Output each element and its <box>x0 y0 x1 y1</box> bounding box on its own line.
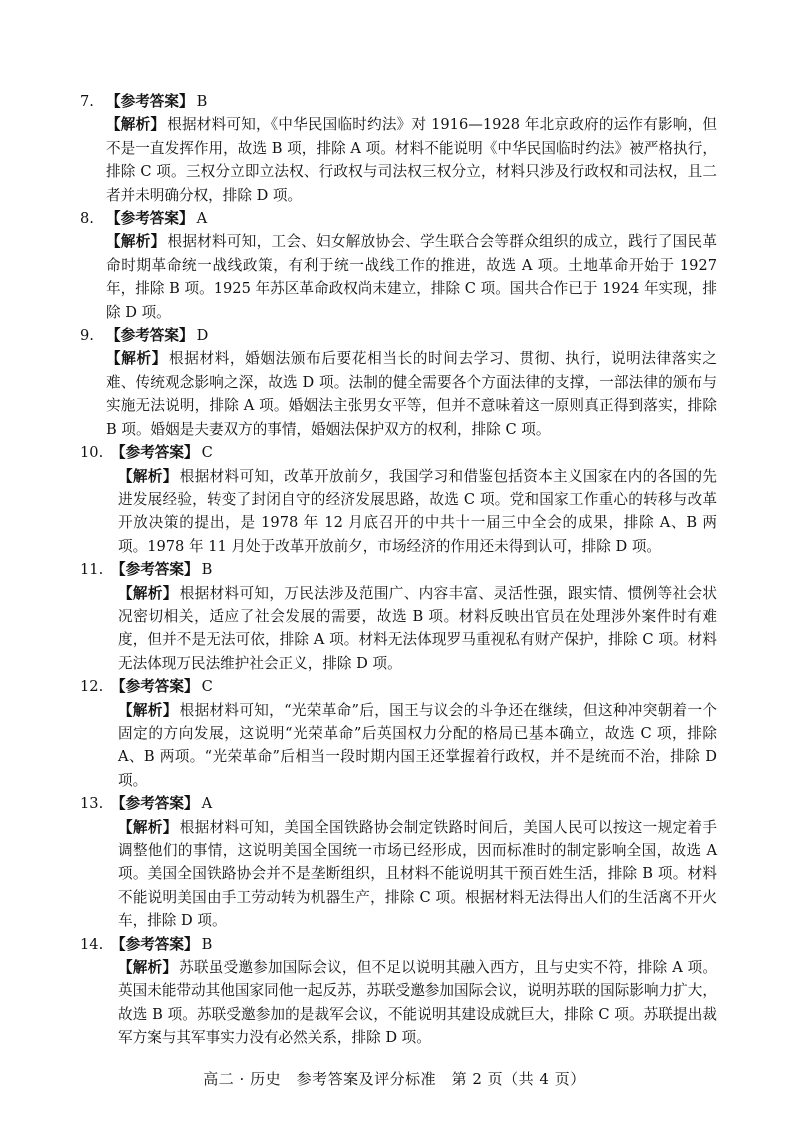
analysis-text: 根据材料可知，改革开放前夕，我国学习和借鉴包括资本主义国家在内的各国的先进发展经验，转变了封闭自守的经济发展思路，故选 C 项。党和国家工作重心的转移与改革开放决策的提出，是 1978 年 12 月底召开的中共十一届三中全会的成果，排除 A、B 两项。1978 年 11 月处于改革开放前夕，市场经济的作用还未得到认可，排除 D 项。 <box>118 467 717 555</box>
question-14 <box>80 933 717 1050</box>
analysis-text: 根据材料可知，“光荣革命”后，国王与议会的斗争还在继续，但这种冲突朝着一个固定的方向发展，这说明“光荣革命”后英国权力分配的格局已基本确立，故选 C 项，排除 A、B 两项。“光荣革命”后相当一段时期内国王还掌握着行政权，并不是统而不治，排除 D 项。 <box>118 701 717 789</box>
answer-label: 【参考答案】 <box>111 444 199 462</box>
analysis-paragraph <box>118 582 717 676</box>
answer-label: 【参考答案】 <box>111 935 199 953</box>
analysis-text: 根据材料可知，《中华民国临时约法》对 1916—1928 年北京政府的运作有影响，但不是一直发挥作用，故选 B 项，排除 A 项。材料不能说明《中华民国临时约法》被严格执行，排除 C 项。三权分立即立法权、行政权与司法权三权分立，材料只涉及行政权和司法权，且二者并未明确分权，排除 D 项。 <box>106 116 717 204</box>
analysis-paragraph <box>118 956 717 1050</box>
question-number: 14. <box>80 935 104 953</box>
question-11 <box>80 558 717 675</box>
answer-line <box>80 441 717 464</box>
analysis-label: 【解析】 <box>118 584 178 602</box>
answer-line <box>80 792 717 815</box>
answer-label: 【参考答案】 <box>111 678 199 696</box>
answer-label: 【参考答案】 <box>106 327 194 345</box>
question-10 <box>80 441 717 558</box>
answer-label: 【参考答案】 <box>106 93 194 110</box>
question-number: 9. <box>80 327 94 345</box>
analysis-paragraph <box>106 347 717 441</box>
analysis-paragraph <box>106 113 717 207</box>
analysis-label: 【解析】 <box>118 467 178 485</box>
analysis-text: 根据材料可知，美国全国铁路协会制定铁路时间后，美国人民可以按这一规定着手调整他们的事情，这说明美国全国统一市场已经形成，因而标准时的制定影响全国，故选 A 项。美国全国铁路协会并不是垄断组织，且材料不能说明其干预百姓生活，排除 B 项。材料不能说明美国由手工劳动转为机器生产，排除 C 项。根据材料无法得出人们的生活离不开火车，排除 D 项。 <box>118 818 717 930</box>
analysis-label: 【解析】 <box>118 701 178 719</box>
question-number: 13. <box>80 795 104 813</box>
answer-choice: A <box>201 795 213 813</box>
answer-choice: B <box>196 93 208 110</box>
analysis-label: 【解析】 <box>118 818 178 836</box>
answer-line <box>80 207 717 230</box>
analysis-text: 苏联虽受邀参加国际会议，但不足以说明其融入西方，且与史实不符，排除 A 项。英国未能带动其他国家同他一起反苏，苏联受邀参加国际会议，说明苏联的国际影响力扩大，故选 B 项。苏联受邀参加的是裁军会议，不能说明其建设成就巨大，排除 C 项。苏联提出裁军方案与其军事实力没有必然关系，排除 D 项。 <box>118 959 717 1047</box>
analysis-label: 【解析】 <box>118 959 178 977</box>
question-number: 11. <box>80 561 104 579</box>
analysis-label: 【解析】 <box>106 233 166 251</box>
analysis-text: 根据材料可知，万民法涉及范围广、内容丰富、灵活性强，跟实情、惯例等社会状况密切相关，适应了社会发展的需要，故选 B 项。材料反映出官员在处理涉外案件时有难度，但并不是无法可依，排除 A 项。材料无法体现罗马重视私有财产保护，排除 C 项。材料无法体现万民法维护社会正义，排除 D 项。 <box>118 584 717 672</box>
analysis-paragraph <box>118 816 717 933</box>
question-number: 8. <box>80 210 94 228</box>
answer-label: 【参考答案】 <box>111 795 199 813</box>
answer-label: 【参考答案】 <box>106 210 194 228</box>
answer-choice: C <box>201 444 213 462</box>
analysis-label: 【解析】 <box>106 116 166 134</box>
question-number: 7. <box>80 93 94 110</box>
question-8 <box>80 207 717 324</box>
analysis-text: 根据材料，婚姻法颁布后要花相当长的时间去学习、贯彻、执行，说明法律落实之难、传统观念影响之深，故选 D 项。法制的健全需要各个方面法律的支撑，一部法律的颁布与实施无法说明，排除 A 项。婚姻法主张男女平等，但并不意味着这一原则真正得到落实，排除 B 项。婚姻是夫妻双方的事情，婚姻法保护双方的权利，排除 C 项。 <box>106 350 717 438</box>
answer-line <box>80 558 717 581</box>
answer-choice: B <box>201 935 213 953</box>
analysis-paragraph <box>118 465 717 559</box>
question-9 <box>80 324 717 441</box>
question-7 <box>80 90 717 207</box>
answer-choice: A <box>196 210 208 228</box>
answer-line <box>80 324 717 347</box>
answer-label: 【参考答案】 <box>111 561 199 579</box>
answer-choice: C <box>201 678 213 696</box>
question-number: 10. <box>80 444 104 462</box>
question-13 <box>80 792 717 932</box>
question-number: 12. <box>80 678 104 696</box>
page-footer: 高二 · 历史 参考答案及评分标准 第 2 页（共 4 页） <box>203 1070 586 1088</box>
answer-line <box>80 90 717 113</box>
answer-line <box>80 675 717 698</box>
question-12 <box>80 675 717 792</box>
answer-line <box>80 933 717 956</box>
answer-choice: B <box>201 561 213 579</box>
analysis-text: 根据材料可知，工会、妇女解放协会、学生联合会等群众组织的成立，践行了国民革命时期革命统一战线政策，有利于统一战线工作的推进，故选 A 项。土地革命开始于 1927 年，排除 B 项。1925 年苏区革命政权尚未建立，排除 C 项。国共合作已于 1924 年实现，排除 D 项。 <box>106 233 717 321</box>
analysis-paragraph <box>118 699 717 793</box>
analysis-label: 【解析】 <box>106 350 167 368</box>
answer-choice: D <box>196 327 209 345</box>
analysis-paragraph <box>106 230 717 324</box>
